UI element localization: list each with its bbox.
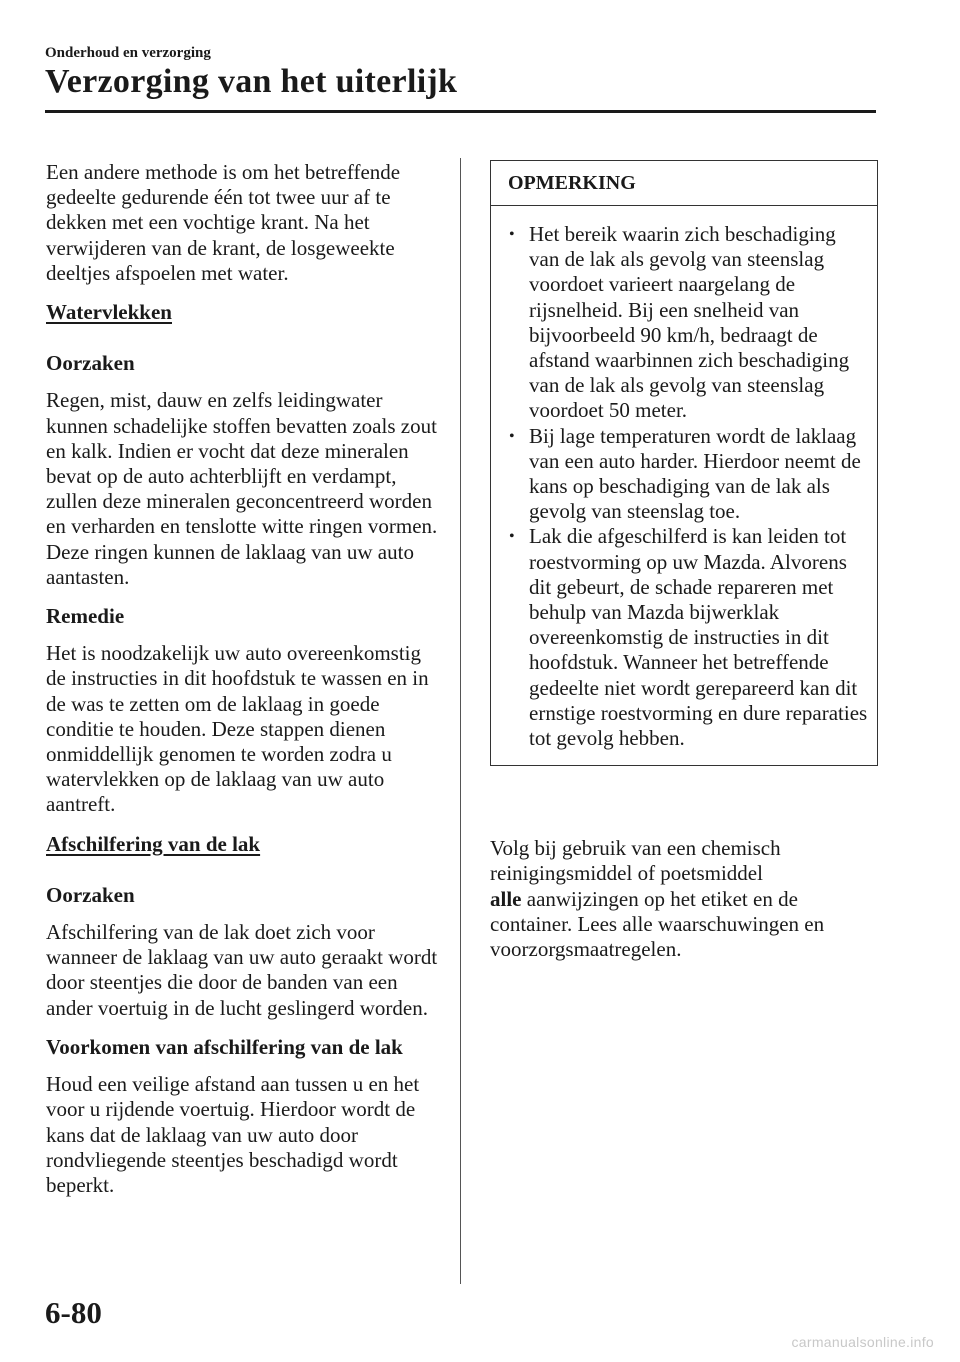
water-spots-causes-text: Regen, mist, dauw en zelfs leidingwater kunnen schadelijke stoffen bevatten zoals zout en kalk. Indien er vocht dat deze mineralen bevat op de auto achterblijft en verdampt, zullen deze mineralen geconcentreerd worden en verharden en tenslotte witte ringen vormen. Deze ringen kunnen de laklaag van uw auto aantasten. xyxy=(46,388,438,589)
note-box xyxy=(490,160,878,766)
chipping-causes-text: Afschilfering van de lak doet zich voor wanneer de laklaag van uw auto geraakt wordt door steentjes die door de banden van een ander voertuig in de lucht geslingerd worden. xyxy=(46,920,438,1020)
water-spots-remedy-heading: Remedie xyxy=(46,604,125,629)
bullet-icon: • xyxy=(509,226,515,243)
chemical-warning-emphasis: alle xyxy=(490,886,522,911)
right-column xyxy=(490,160,878,962)
note-item-text: Lak die afgeschilferd is kan leiden tot roestvorming op uw Mazda. Alvorens dit gebeurt, de schade repareren met behulp van Mazda bijwerklak overeenkomstig de instructies in dit hoofdstuk. Wanneer het betreffende gedeelte niet wordt gerepareerd kan dit ernstige roestvorming en dure reparaties tot gevolg hebben. xyxy=(529,524,868,751)
note-item-text: Bij lage temperaturen wordt de laklaag van een auto harder. Hierdoor neemt de kans op beschadiging van de lak als gevolg van steenslag toe. xyxy=(529,423,861,524)
column-divider xyxy=(460,158,461,1284)
page-number: 6-80 xyxy=(45,1295,102,1330)
chemical-warning-pre: Volg bij gebruik van een chemisch reinigingsmiddel of poetsmiddel xyxy=(490,836,781,886)
note-list xyxy=(491,206,877,765)
chemical-warning xyxy=(490,836,878,962)
chipping-causes-heading: Oorzaken xyxy=(46,882,135,907)
watermark: carmanualsonline.info xyxy=(791,1334,934,1350)
intro-paragraph: Een andere methode is om het betreffende gedeelte gedurende één tot twee uur af te dekken met een vochtige krant. Na het verwijderen van de krant, de losgeweekte deeltjes afspoelen met water. xyxy=(46,160,401,285)
chipping-prevention-text: Houd een veilige afstand aan tussen u en het voor u rijdende voertuig. Hierdoor wordt de kans dat de laklaag van uw auto door rondvliegende steentjes beschadigd wordt beperkt. xyxy=(46,1072,420,1197)
chipping-heading: Afschilfering van de lak xyxy=(46,831,261,856)
water-spots-heading: Watervlekken xyxy=(46,300,172,325)
bullet-icon: • xyxy=(509,427,515,445)
water-spots-causes-heading: Oorzaken xyxy=(46,351,135,376)
chemical-warning-post: aanwijzingen op het etiket en de container. Lees alle waarschuwingen en voorzorgsmaatregelen. xyxy=(490,886,825,962)
left-column xyxy=(46,160,446,1212)
note-item xyxy=(505,524,871,751)
section-label: Onderhoud en verzorging xyxy=(45,45,211,61)
bullet-icon: • xyxy=(509,528,515,546)
water-spots-remedy-text: Het is noodzakelijk uw auto overeenkomstig de instructies in dit hoofdstuk te wassen en in de was te zetten om de laklaag in goede conditie te houden. Deze stappen dienen onmiddellijk genomen te worden zodra u watervlekken op de laklaag van uw auto aantreft. xyxy=(46,641,429,817)
note-item xyxy=(505,424,871,525)
note-title: OPMERKING xyxy=(491,161,877,206)
note-item-text: Het bereik waarin zich beschadiging van de lak als gevolg van steenslag voordoet varieert naargelang de rijsnelheid. Bij een snelheid van bijvoorbeeld 90 km/h, bedraagt de afstand waarbinnen zich beschadiging van de lak als gevolg van steenslag voordoet 50 meter. xyxy=(529,222,850,423)
chipping-prevention-heading: Voorkomen van afschilfering van de lak xyxy=(46,1034,403,1059)
note-item xyxy=(505,222,871,424)
title-rule xyxy=(45,110,876,113)
page-title: Verzorging van het uiterlijk xyxy=(45,63,458,100)
